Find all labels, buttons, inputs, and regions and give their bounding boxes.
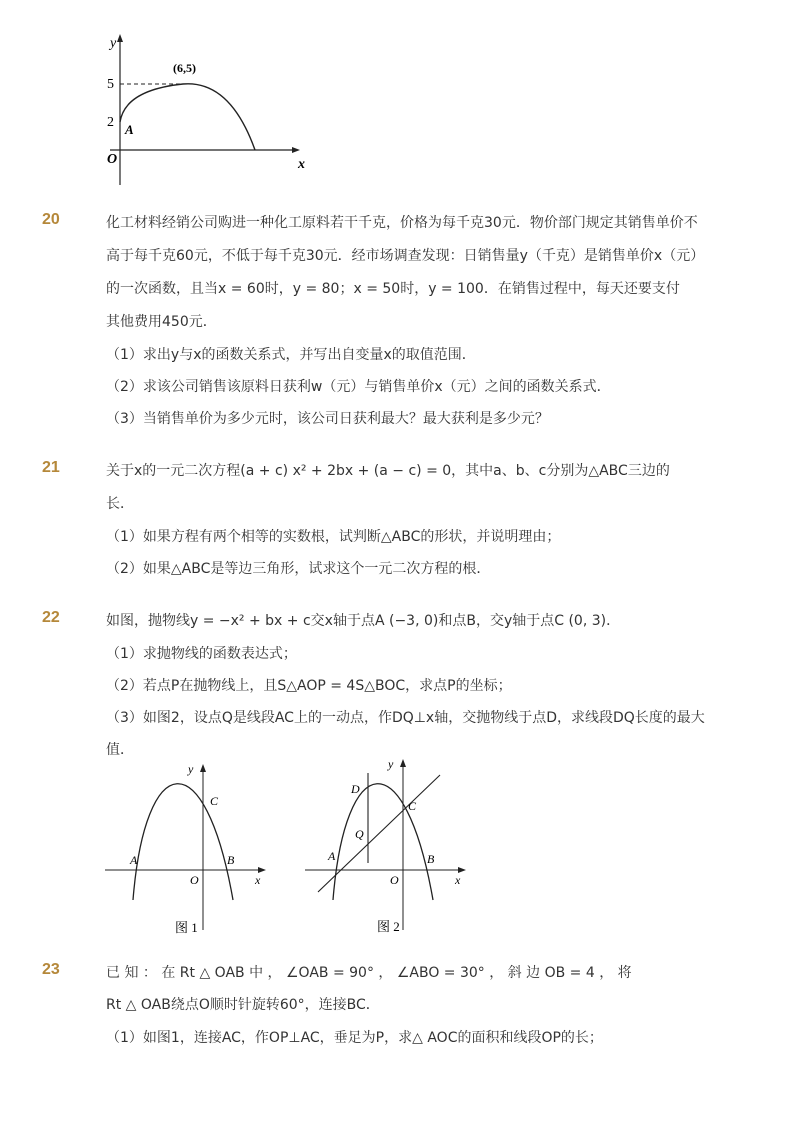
q23-line-2: Rt △ OAB绕点O顺时针旋转60°，连接BC． [106,997,380,1013]
fig2-o-label: O [390,873,399,887]
q22-part-1: （1）求抛物线的函数表达式； [106,646,297,662]
q20-line-3: 的一次函数，且当x = 60时，y = 80；x = 50时，y = 100．在销售过程中，每天还要支付 [106,281,680,297]
q22-figure-1 [100,760,275,940]
q23-line-1: 已 知 ： 在 Rt △ OAB 中 ， ∠OAB = 90° ， ∠ABO = 30° ， 斜 边 OB = 4 ， 将 [106,965,632,981]
q20-line-4: 其他费用450元． [106,314,217,330]
q22-line-1: 如图，抛物线y = −x² + bx + c交x轴于点A (−3, 0)和点B，交y轴于点C (0, 3)． [106,613,621,629]
q20-part-3: （3）当销售单价为多少元时，该公司日获利最大？最大获利是多少元？ [106,411,549,427]
q20-line-1: 化工材料经销公司购进一种化工原料若干千克，价格为每千克30元．物价部门规定其销售单价不 [106,215,698,231]
tick-2-label: 2 [107,115,114,130]
tick-5-label: 5 [107,77,114,92]
q22-part-3: （3）如图2，设点Q是线段AC上的一动点，作DQ⊥x轴，交抛物线于点D，求线段DQ长度的最大 [106,710,705,726]
q20-part-1: （1）求出y与x的函数关系式，并写出自变量x的取值范围． [106,347,476,363]
origin-label: O [107,152,118,167]
q20-line-2: 高于每千克60元，不低于每千克30元．经市场调查发现：日销售量y（千克）是销售单价x（元） [106,248,705,264]
fig2-q-label: Q [355,827,364,841]
fig2-a-label: A [328,849,336,863]
fig2-c-label: C [408,799,417,813]
fig2-d-label: D [351,782,360,796]
fig1-caption: 图 1 [175,920,198,935]
vertex-label: (6,5) [173,61,196,75]
question-number-23: 23 [42,961,60,978]
fig2-caption: 图 2 [377,919,400,934]
fig1-x-label: x [255,873,261,887]
q20-part-2: （2）求该公司销售该原料日获利w（元）与销售单价x（元）之间的函数关系式． [106,379,611,395]
point-a-label: A [125,122,134,137]
q21-part-1: （1）如果方程有两个相等的实数根，试判断△ABC的形状，并说明理由； [106,529,561,545]
fig1-c-label: C [210,794,219,808]
q21-line-2: 长． [106,496,134,512]
question-number-20: 20 [42,211,60,228]
top-function-graph [95,30,320,190]
fig1-b-label: B [227,853,235,867]
fig1-y-label: y [188,762,194,776]
x-axis-label: x [298,157,305,172]
q21-line-1: 关于x的一元二次方程(a + c) x² + 2bx + (a − c) = 0，其中a、b、c分别为△ABC三边的 [106,463,670,479]
y-axis-label: y [110,36,117,51]
question-number-22: 22 [42,609,60,626]
fig1-o-label: O [190,873,199,887]
fig1-a-label: A [130,853,138,867]
question-number-21: 21 [42,459,60,476]
q23-part-1: （1）如图1，连接AC，作OP⊥AC，垂足为P，求△ AOC的面积和线段OP的长； [106,1030,603,1046]
fig2-y-label: y [388,757,394,771]
q22-part-2: （2）若点P在抛物线上，且S△AOP = 4S△BOC，求点P的坐标； [106,678,512,694]
fig2-x-label: x [455,873,461,887]
q21-part-2: （2）如果△ABC是等边三角形，试求这个一元二次方程的根． [106,561,491,577]
fig2-b-label: B [427,852,435,866]
q22-part-3-cont: 值． [106,742,134,758]
q22-figure-2 [300,755,475,940]
